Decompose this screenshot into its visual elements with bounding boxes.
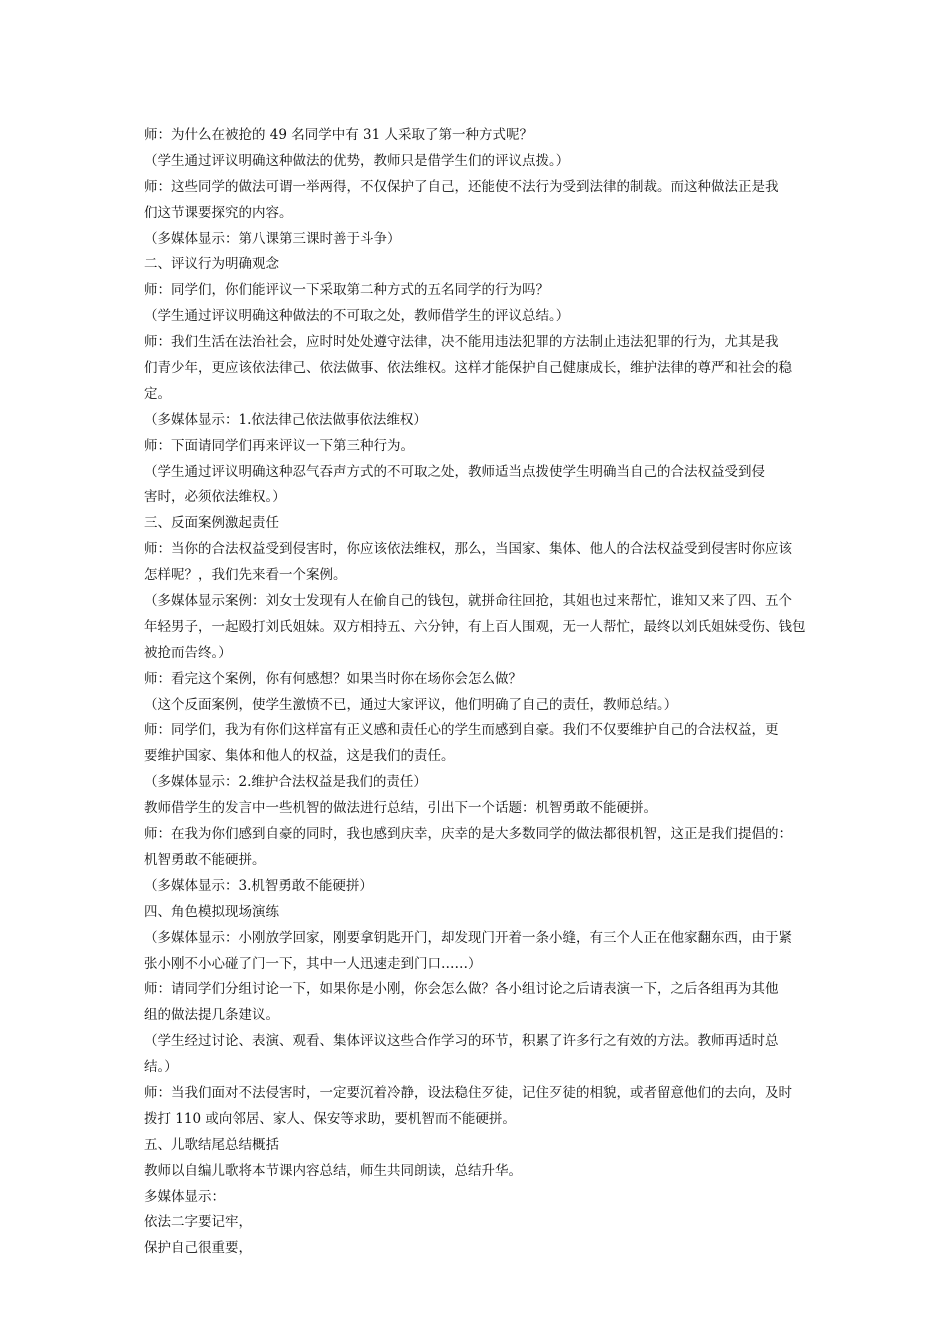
text-line: （多媒体显示案例：刘女士发现有人在偷自己的钱包，就拼命往回抢，其姐也过来帮忙，谁知又来了四、五个 (144, 593, 792, 610)
text-line: （学生通过评议明确这种忍气吞声方式的不可取之处，教师适当点拨使学生明确当自己的合法权益受到侵 (144, 463, 765, 480)
text-line: 多媒体显示： (144, 1188, 225, 1205)
text-line: （学生经过讨论、表演、观看、集体评议这些合作学习的环节，积累了许多行之有效的方法。教师再适时总 (144, 1033, 779, 1050)
text-line: 怎样呢？，我们先来看一个案例。 (144, 567, 347, 584)
text-line: 师：同学们，你们能评议一下采取第二种方式的五名同学的行为吗？ (144, 282, 549, 299)
text-line: 组的做法提几条建议。 (144, 1007, 279, 1024)
text-line: （学生通过评议明确这种做法的不可取之处，教师借学生的评议总结。） (144, 308, 570, 325)
section-heading: 二、评议行为明确观念 (144, 256, 279, 273)
text-line: 害时，必须依法维权。） (144, 489, 286, 506)
text-line: 结。） (144, 1059, 178, 1076)
text-line: 教师借学生的发言中一些机智的做法进行总结，引出下一个话题：机智勇敢不能硬拼。 (144, 800, 657, 817)
document-page (144, 123, 812, 1262)
text-line: 被抢而告终。） (144, 644, 232, 661)
text-line: 们这节课要探究的内容。 (144, 204, 293, 221)
text-line: 张小刚不小心碰了门一下，其中一人迅速走到门口……） (144, 955, 482, 972)
section-heading: 三、反面案例激起责任 (144, 515, 279, 532)
text-line: 师：当我们面对不法侵害时，一定要沉着冷静，设法稳住歹徒，记住歹徒的相貌，或者留意他们的去向，及时 (144, 1084, 792, 1101)
section-heading: 五、儿歌结尾总结概括 (144, 1136, 279, 1153)
poem-line: 依法二字要记牢， (144, 1214, 252, 1231)
text-line: 师：这些同学的做法可谓一举两得，不仅保护了自己，还能使不法行为受到法律的制裁。而这种做法正是我 (144, 178, 779, 195)
text-line: （多媒体显示：1.依法律己依法做事依法维权） (144, 411, 427, 428)
poem-line: 保护自己很重要， (144, 1240, 252, 1257)
text-line: 拨打 110 或向邻居、家人、保安等求助，要机智而不能硬拼。 (144, 1110, 516, 1127)
text-line: （多媒体显示：3.机智勇敢不能硬拼） (144, 877, 373, 894)
text-line: 教师以自编儿歌将本节课内容总结，师生共同朗读，总结升华。 (144, 1162, 522, 1179)
text-line: （多媒体显示：小刚放学回家，刚要拿钥匙开门，却发现门开着一条小缝，有三个人正在他家翻东西，由于紧 (144, 929, 792, 946)
text-line: 机智勇敢不能硬拼。 (144, 851, 266, 868)
text-line: 师：当你的合法权益受到侵害时，你应该依法维权，那么，当国家、集体、他人的合法权益受到侵害时你应该 (144, 541, 792, 558)
text-line: （这个反面案例，使学生激愤不已，通过大家评议，他们明确了自己的责任，教师总结。） (144, 696, 678, 713)
text-line: 师：在我为你们感到自豪的同时，我也感到庆幸，庆幸的是大多数同学的做法都很机智，这正是我们提倡的： (144, 826, 792, 843)
text-line: 定。 (144, 385, 171, 402)
text-line: 师：为什么在被抢的 49 名同学中有 31 人采取了第一种方式呢？ (144, 127, 534, 143)
text-line: 年轻男子，一起殴打刘氏姐妹。双方相持五、六分钟，有上百人围观，无一人帮忙，最终以刘氏姐妹受伤、钱包 (144, 618, 806, 635)
text-line: 师：下面请同学们再来评议一下第三种行为。 (144, 437, 414, 454)
section-heading: 四、角色模拟现场演练 (144, 903, 279, 920)
text-line: 要维护国家、集体和他人的权益，这是我们的责任。 (144, 748, 455, 765)
text-line: 师：看完这个案例，你有何感想？如果当时你在场你会怎么做？ (144, 670, 522, 687)
text-line: 师：请同学们分组讨论一下，如果你是小刚，你会怎么做？各小组讨论之后请表演一下，之后各组再为其他 (144, 981, 779, 998)
text-line: 们青少年，更应该依法律己、依法做事、依法维权。这样才能保护自己健康成长，维护法律的尊严和社会的稳 (144, 360, 792, 377)
text-line: 师：我们生活在法治社会，应时时处处遵守法律，决不能用违法犯罪的方法制止违法犯罪的行为，尤其是我 (144, 334, 779, 351)
text-line: （多媒体显示：2.维护合法权益是我们的责任） (144, 774, 427, 791)
text-line: （学生通过评议明确这种做法的优势，教师只是借学生们的评议点拨。） (144, 152, 570, 169)
text-line: （多媒体显示：第八课第三课时善于斗争） (144, 230, 401, 247)
text-line: 师：同学们，我为有你们这样富有正义感和责任心的学生而感到自豪。我们不仅要维护自己的合法权益，更 (144, 722, 779, 739)
